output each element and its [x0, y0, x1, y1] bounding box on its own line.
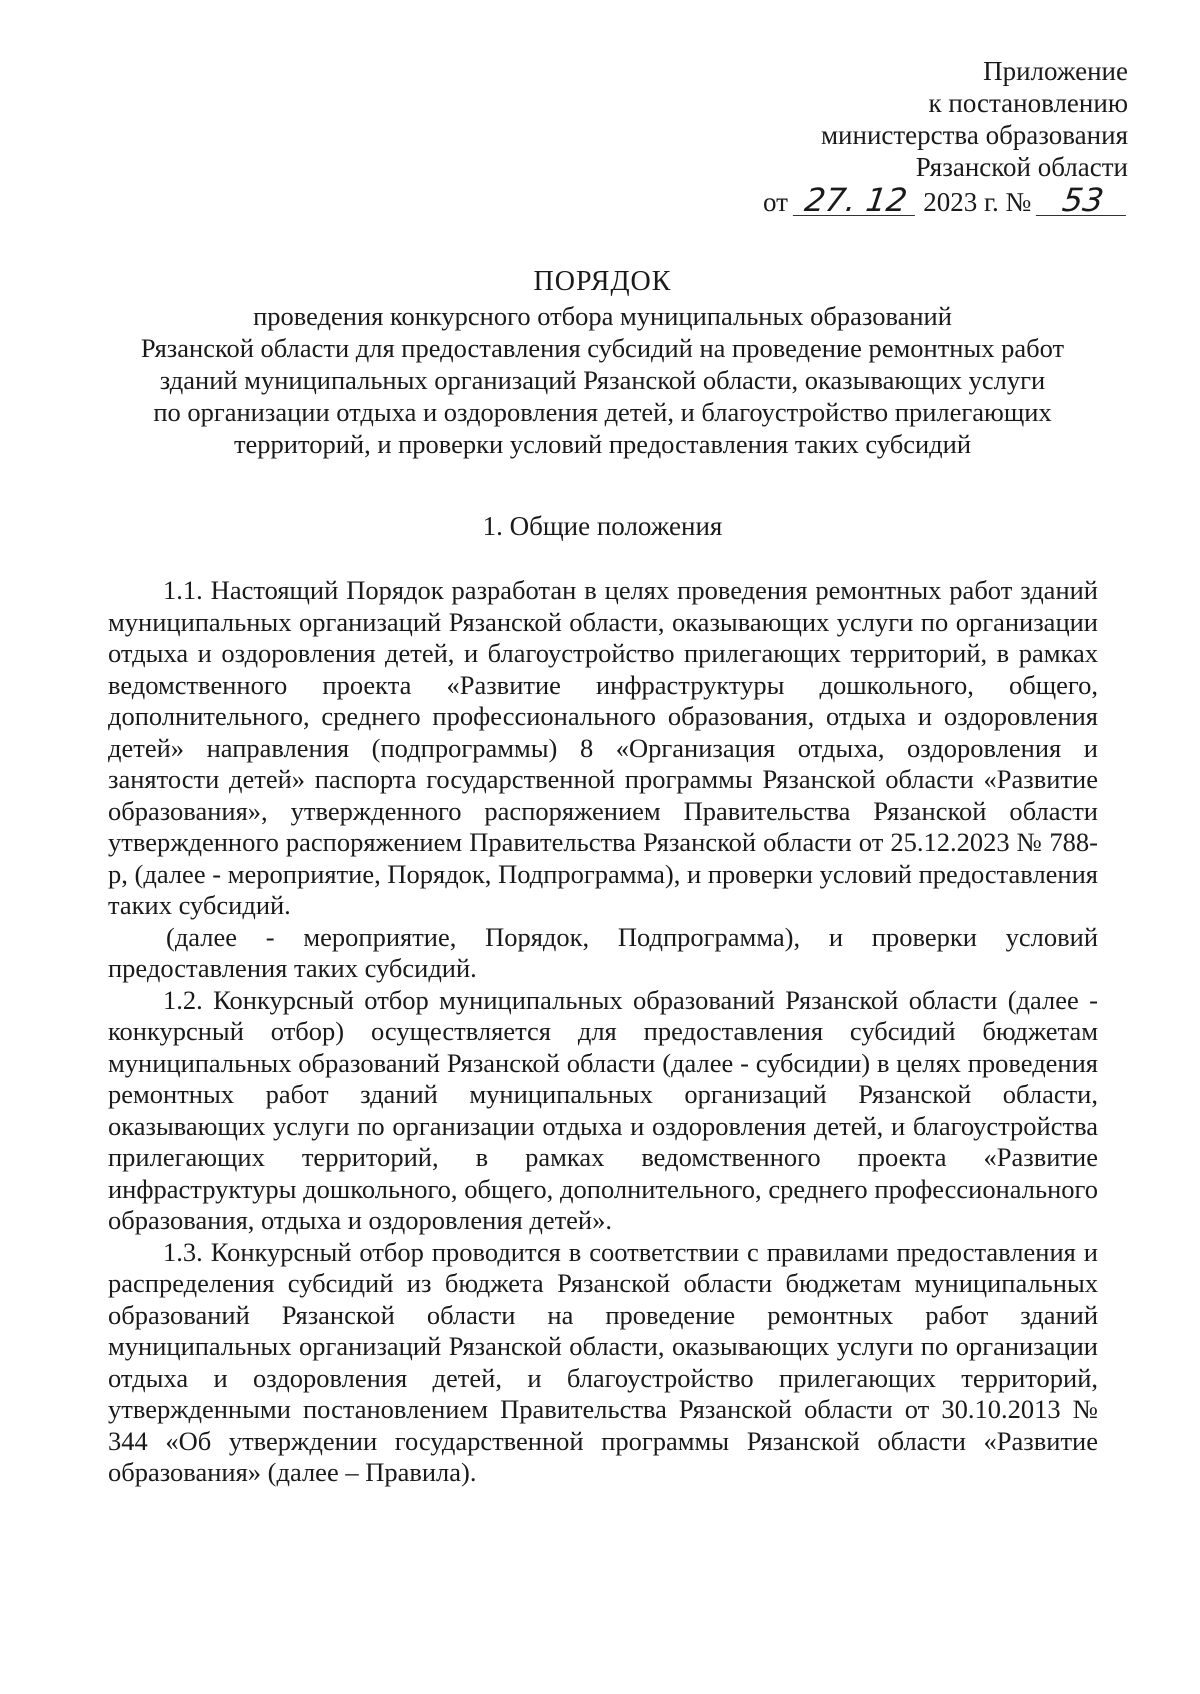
document-body	[108, 575, 1098, 1489]
section-heading: 1. Общие положения	[482, 511, 723, 541]
paragraph-1-1-continuation: (далее - мероприятие, Порядок, Подпрограмма), и проверки условий предоставления таких субсидий.	[108, 921, 1098, 983]
title-subtitle-line: зданий муниципальных организаций Рязанской области, оказывающих услуги	[159, 365, 1046, 395]
title-subtitle-line: Рязанской области для предоставления субсидий на проведение ремонтных работ	[140, 333, 1065, 363]
title-subtitle-line: проведения конкурсного отбора муниципальных образований	[253, 301, 952, 331]
appendix-date-line	[608, 181, 1128, 219]
appendix-line-3: министерства образования	[820, 120, 1128, 150]
title-subtitle-line: территорий, и проверки условий предоставления таких субсидий	[233, 429, 972, 459]
title-subtitle-line: по организации отдыха и оздоровления детей, и благоустройство прилегающих	[153, 397, 1052, 427]
handwritten-number: 53	[1036, 185, 1130, 216]
appendix-header	[608, 55, 1128, 218]
date-prefix: от	[762, 187, 788, 217]
paragraph-1-3: 1.3. Конкурсный отбор проводится в соответствии с правилами предоставления и распределения субсидий из бюджета Рязанской области бюджетам муниципальных образований Рязанской области на проведение ремонтных работ зданий муниципальных организаций Рязанской области, оказывающих услуги по организации отдыха и оздоровления детей, и благоустройство прилегающих территорий, утвержденными постановлением Правительства Рязанской области от 30.10.2013 № 344 «Об утверждении государственной программы Рязанской области «Развитие образования» (далее – Правила).	[108, 1236, 1098, 1487]
appendix-line-2: к постановлению	[928, 88, 1128, 118]
handwritten-date: 27. 12	[792, 185, 918, 216]
appendix-line-4: Рязанской области	[915, 152, 1128, 182]
year-and-number-label: 2023 г. №	[923, 187, 1032, 217]
title-main: ПОРЯДОК	[533, 266, 672, 297]
paragraph-1-1: 1.1. Настоящий Порядок разработан в целях проведения ремонтных работ зданий муниципальных организаций Рязанской области, оказывающих услуги по организации отдыха и оздоровления детей, и благоустройство прилегающих территорий, в рамках ведомственного проекта «Развитие инфраструктуры дошкольного, общего, дополнительного, среднего профессионального образования, отдыха и оздоровления детей» направления (подпрограммы) 8 «Организация отдыха, оздоровления и занятости детей» паспорта государственной программы Рязанской области «Развитие образования», утвержденного распоряжением Правительства Рязанской области утвержденного распоряжением Правительства Рязанской области от 25.12.2023 № 788-р, (далее - мероприятие, Порядок, Подпрограмма), и проверки условий предоставления таких субсидий.	[108, 575, 1098, 920]
appendix-line-1: Приложение	[983, 56, 1128, 86]
paragraph-1-2: 1.2. Конкурсный отбор муниципальных образований Рязанской области (далее - конкурсный отбор) осуществляется для предоставления субсидий бюджетам муниципальных образований Рязанской области (далее - субсидии) в целях проведения ремонтных работ зданий муниципальных организаций Рязанской области, оказывающих услуги по организации отдыха и оздоровления детей, и благоустройства прилегающих территорий, в рамках ведомственного проекта «Развитие инфраструктуры дошкольного, общего, дополнительного, среднего профессионального образования, отдыха и оздоровления детей».	[108, 984, 1098, 1235]
document-title	[105, 266, 1100, 460]
